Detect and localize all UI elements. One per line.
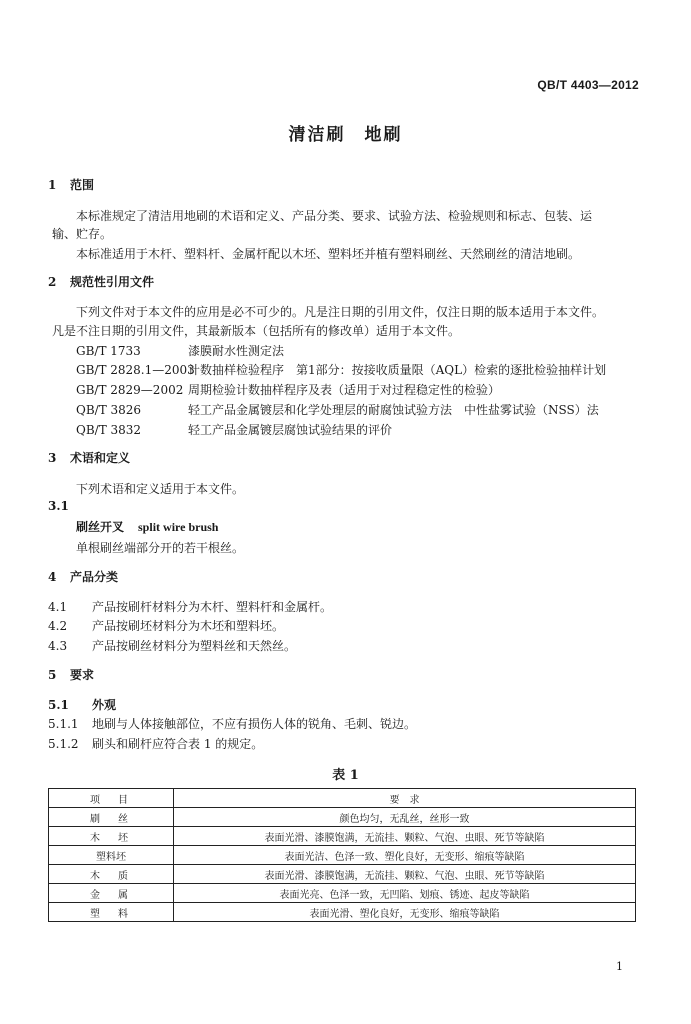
requirement-cell: 表面光滑、漆膜饱满，无流挂、颗粒、气泡、虫眼、死节等缺陷 [174,865,636,884]
reference-title: 漆膜耐水性测定法 [188,344,285,358]
reference-item [76,361,606,378]
table-row [49,808,636,827]
clause-number: 4.1 [48,600,68,614]
table-row [49,865,636,884]
term-cn: 刷丝开叉 [76,520,125,534]
section-number: 2 [48,275,57,289]
item-cell: 木 坯 [49,827,174,846]
section-title: 规范性引用文件 [70,275,155,289]
requirement-cell: 表面光亮、色泽一致，无凹陷、划痕、锈迹、起皮等缺陷 [174,884,636,903]
reference-item [76,401,599,418]
section-title: 范围 [70,178,95,192]
clause-number: 5.1.2 [48,737,79,751]
column-header: 项 目 [49,789,174,808]
subsection-number: 5.1 [48,698,69,712]
table-row [49,884,636,903]
section-number: 4 [48,570,57,584]
term-heading [76,518,218,535]
reference-title: 计数抽样检验程序 第1部分：按接收质量限（AQL）检索的逐批检验抽样计划 [188,363,607,377]
section-1-heading [48,176,94,193]
reference-item [76,421,392,438]
section-5-heading [48,666,94,683]
clause-item [48,715,416,732]
reference-code: GB/T 2828.1—2003 [76,363,195,377]
reference-title: 轻工产品金属镀层和化学处理层的耐腐蚀试验方法 中性盐雾试验（NSS）法 [188,403,599,417]
clause-text: 地刷与人体接触部位，不应有损伤人体的锐角、毛刺、锐边。 [92,717,417,731]
requirement-cell: 表面光滑、漆膜饱满，无流挂、颗粒、气泡、虫眼、死节等缺陷 [174,827,636,846]
section-title: 术语和定义 [70,451,131,465]
clause-item [48,598,332,615]
reference-item [76,381,500,398]
term-number: 3.1 [48,499,69,513]
section-number: 3 [48,451,57,465]
paragraph: 下列文件对于本文件的应用是必不可少的。凡是注日期的引用文件，仅注日期的版本适用于本文件。 [76,305,605,319]
section-title: 要求 [70,668,95,682]
reference-code: GB/T 2829—2002 [76,383,184,397]
requirement-cell: 颜色均匀，无乱丝，丝形一致 [174,808,636,827]
term-en: split wire brush [138,520,219,534]
clause-item [48,735,263,752]
paragraph: 下列术语和定义适用于本文件。 [76,482,245,496]
reference-code: QB/T 3832 [76,423,142,437]
item-cell: 塑料坯 [49,846,174,865]
clause-text: 产品按刷坯材料分为木坯和塑料坯。 [92,619,285,633]
paragraph: 凡是不注日期的引用文件，其最新版本（包括所有的修改单）适用于本文件。 [52,324,461,338]
requirements-table [48,788,636,922]
section-4-heading [48,568,118,585]
clause-number: 4.2 [48,619,68,633]
section-2-heading [48,273,154,290]
table-row [49,846,636,865]
clause-text: 产品按刷杆材料分为木杆、塑料杆和金属杆。 [92,600,333,614]
subsection-heading [48,696,116,713]
clause-item [48,637,296,654]
term-definition: 单根刷丝端部分开的若干根丝。 [76,541,245,555]
table-caption: 表 1 [332,768,359,783]
reference-title: 周期检验计数抽样程序及表（适用于对过程稳定性的检验） [188,383,501,397]
clause-text: 产品按刷丝材料分为塑料丝和天然丝。 [92,639,297,653]
reference-code: QB/T 3826 [76,403,142,417]
section-3-heading [48,449,130,466]
item-cell: 金 属 [49,884,174,903]
requirement-cell: 表面光滑、塑化良好，无变形、缩痕等缺陷 [174,903,636,922]
document-title: 清洁刷 地刷 [288,125,403,145]
requirement-cell: 表面光洁、色泽一致、塑化良好，无变形、缩痕等缺陷 [174,846,636,865]
item-cell: 刷 丝 [49,808,174,827]
section-title: 产品分类 [70,570,119,584]
table-header-row [49,789,636,808]
paragraph: 输、贮存。 [52,227,113,241]
page-number: 1 [616,960,623,973]
reference-item [76,342,284,359]
reference-title: 轻工产品金属镀层腐蚀试验结果的评价 [188,423,393,437]
item-cell: 木 质 [49,865,174,884]
section-number: 5 [48,668,57,682]
paragraph: 本标准规定了清洁用地刷的术语和定义、产品分类、要求、试验方法、检验规则和标志、包装、运 [76,209,593,223]
standard-id: QB/T 4403—2012 [537,78,639,92]
subsection-title: 外观 [92,698,117,712]
paragraph: 本标准适用于木杆、塑料杆、金属杆配以木坯、塑料坯并植有塑料刷丝、天然刷丝的清洁地刷。 [76,247,581,261]
reference-code: GB/T 1733 [76,344,141,358]
clause-number: 4.3 [48,639,68,653]
clause-item [48,617,284,634]
item-cell: 塑 料 [49,903,174,922]
clause-text: 刷头和刷杆应符合表 1 的规定。 [92,737,264,751]
column-header: 要 求 [174,789,636,808]
clause-number: 5.1.1 [48,717,79,731]
table-row [49,827,636,846]
section-number: 1 [48,178,57,192]
table-row [49,903,636,922]
